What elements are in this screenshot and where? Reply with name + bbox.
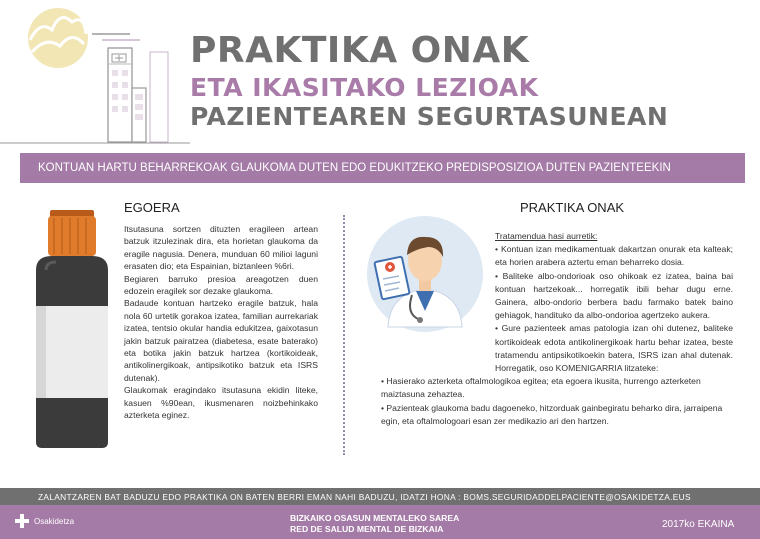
good-practices-heading: PRAKTIKA ONAK bbox=[520, 200, 625, 215]
practice-bullet: • Kontuan izan medikamentuak dakartzan onurak eta kalteak; eta horien arabera aztertu eman beharreko dosia. bbox=[495, 244, 733, 268]
good-practices-text bbox=[381, 230, 733, 428]
organization-name bbox=[290, 513, 459, 534]
publication-date: 2017ko EKAINA bbox=[662, 519, 735, 530]
brand-name: Osakidetza bbox=[34, 516, 75, 526]
situation-heading: EGOERA bbox=[124, 200, 180, 215]
pill-bottle-icon bbox=[22, 210, 122, 450]
contact-bar: ZALANTZAREN BAT BADUZU EDO PRAKTIKA ON BATEN BERRI EMAN NAHI BADUZU, IDATZI HONA : BOMS.SEGURIDADDELPACIENTE@OSAKIDETZA.EUS bbox=[0, 488, 760, 505]
practice-intro: Tratamendua hasi aurretik: bbox=[495, 231, 598, 241]
org-line-spanish: RED DE SALUD MENTAL DE BIZKAIA bbox=[290, 523, 444, 534]
situation-paragraph: Badaude kontuan hartzeko eragile batzuk, hala nola 60 urtetik gorakoa izatea, familian aurrekariak izatea, tentsio okular handia edukitzea, gaixotasun jakin batzuk pairatzea (diabetesa, esate baterako) eta botika jakin batzuk hartzea (kortikoideak, antikolinergikoak, antipsikotiko batzuk eta ISRS dutenak). bbox=[124, 298, 318, 383]
column-divider bbox=[343, 215, 345, 455]
practice-bullet: • Hasierako azterketa oftalmologikoa egitea; eta egoera ikusita, hurrengo azterketen maiztasuna zehaztea. bbox=[381, 376, 701, 400]
org-line-basque: BIZKAIKO OSASUN MENTALEKO SAREA bbox=[290, 513, 460, 523]
title-line-1: PRAKTIKA ONAK bbox=[190, 30, 530, 71]
cross-icon bbox=[14, 513, 30, 529]
title-line-2: ETA IKASITAKO LEZIOAK bbox=[190, 73, 539, 102]
topic-banner: KONTUAN HARTU BEHARREKOAK GLAUKOMA DUTEN EDO EDUKITZEKO PREDISPOSIZIOA DUTEN PAZIENTEEKIN bbox=[20, 153, 745, 183]
situation-paragraph: Itsutasuna sortzen dituzten eragileen artean batzuk itzulezinak dira, eta horietan glaukoma da eragile nagusia. Denera, munduan 60 milioi laguni erasaten dio; eta Espainian, biztanleen %6ri. bbox=[124, 224, 318, 272]
osakidetza-logo bbox=[14, 513, 74, 529]
footer bbox=[0, 505, 760, 539]
situation-paragraph: Glaukomak eragindako itsutasuna ekidin liteke, kasuen %90ean, ikusmenaren noizbehinkako azterketa eginez. bbox=[124, 385, 318, 421]
situation-paragraph: Begiaren barruko presioa areagotzen duen edozein eragilek sor dezake glaukoma. bbox=[124, 273, 318, 297]
practice-bullet: • Gure pazienteek amas patologia izan ohi dutenez, baliteke kortikoideak edota antikolinergikoak hartu behar izatea, beste tratamendu antipsikotikoekin batera, ISRS izan ahal dutenak. Horregatik, oso KOMENIGARRIA litzateke: bbox=[495, 323, 733, 374]
header bbox=[0, 0, 760, 150]
practice-bullet: • Baliteke albo-ondorioak oso ohikoak ez izatea, baina bai kontuan hartzekoak... horregatik ibili behar dugu erne. Gainera, albo-ondorio berbera badu farmako batek baino gehiagok, handituko da albo-ondorioa agertzeko aukera. bbox=[495, 270, 733, 321]
hospital-illustration bbox=[0, 0, 190, 150]
practice-bullet: • Pazienteak glaukoma badu dagoeneko, hitzorduak gainbegiratu beharko dira, jarraipena egin, eta oftalmologoari esan zer medikazio ari den hartzen. bbox=[381, 402, 723, 426]
situation-text bbox=[124, 223, 318, 422]
title-line-3: PAZIENTEAREN SEGURTASUNEAN bbox=[190, 102, 669, 131]
